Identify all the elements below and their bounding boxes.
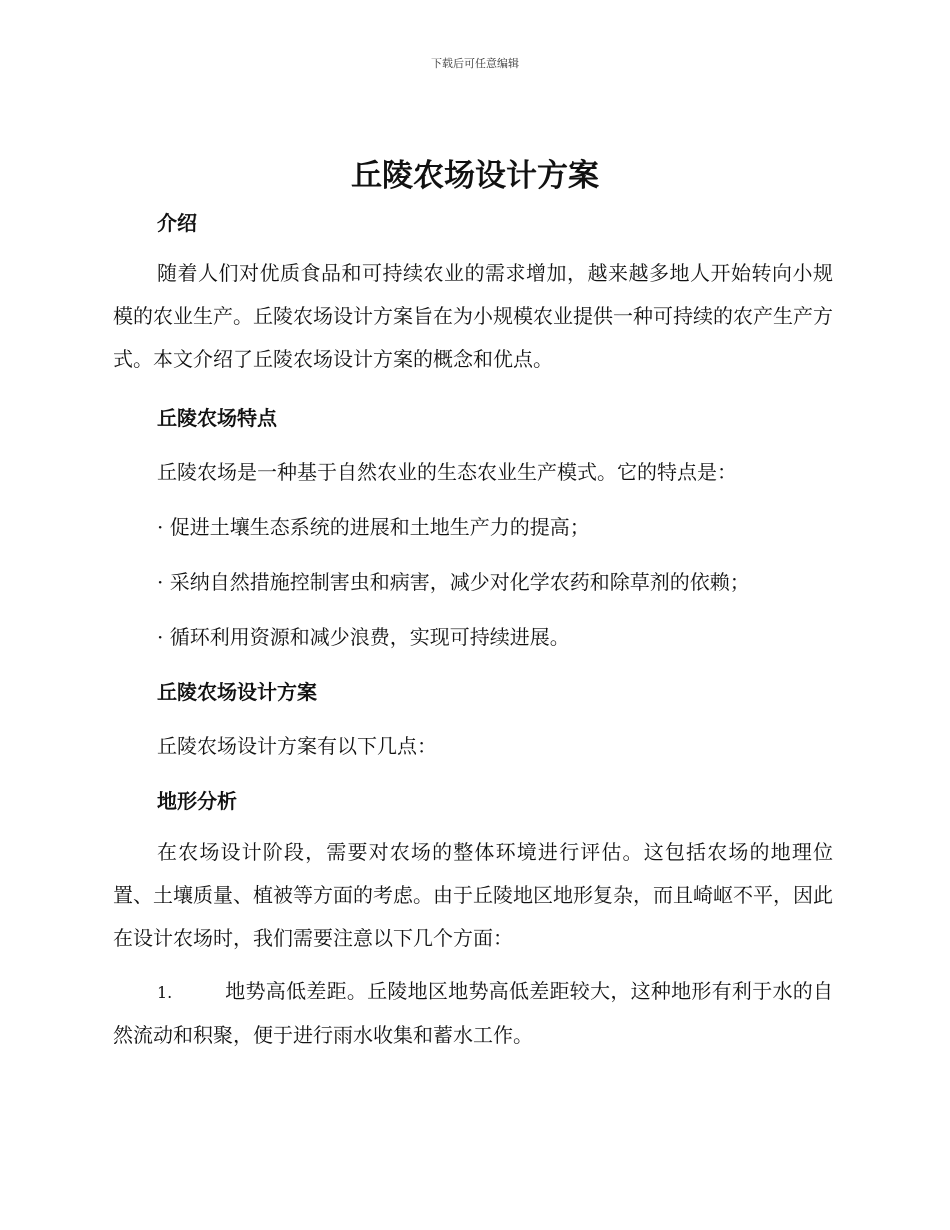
header-note: 下载后可任意编辑 (431, 57, 519, 70)
features-item-2: · 采纳自然措施控制害虫和病害，减少对化学农药和除草剂的依赖； (157, 570, 750, 594)
features-heading: 丘陵农场特点 (157, 406, 277, 430)
terrain-paragraph: 在农场设计阶段，需要对农场的整体环境进行评估。这包括农场的地理位置、土壤质量、植被等方面的考虑。由于丘陵地区地形复杂，而且崎岖不平，因此在设计农场时，我们需要注意以下几个方面： (113, 840, 833, 950)
terrain-list-item-1 (113, 970, 833, 1057)
document-title: 丘陵农场设计方案 (351, 158, 599, 194)
intro-paragraph: 随着人们对优质食品和可持续农业的需求增加，越来越多地人开始转向小规模的农业生产。丘陵农场设计方案旨在为小规模农业提供一种可持续的农产生产方式。本文介绍了丘陵农场设计方案的概念和优点。 (113, 261, 833, 371)
features-item-1: · 促进土壤生态系统的进展和土地生产力的提高； (157, 515, 590, 539)
terrain-heading: 地形分析 (157, 789, 237, 813)
design-intro: 丘陵农场设计方案有以下几点： (157, 734, 437, 758)
features-intro: 丘陵农场是一种基于自然农业的生态农业生产模式。它的特点是： (157, 460, 737, 484)
features-item-3: · 循环利用资源和减少浪费，实现可持续进展。 (157, 625, 570, 649)
list-number: 1. (157, 983, 173, 1002)
intro-heading: 介绍 (157, 211, 197, 235)
list-item-text: 地势高低差距。丘陵地区地势高低差距较大，这种地形有利于水的自然流动和积聚，便于进行雨水收集和蓄水工作。 (113, 979, 833, 1047)
design-heading: 丘陵农场设计方案 (157, 680, 317, 704)
